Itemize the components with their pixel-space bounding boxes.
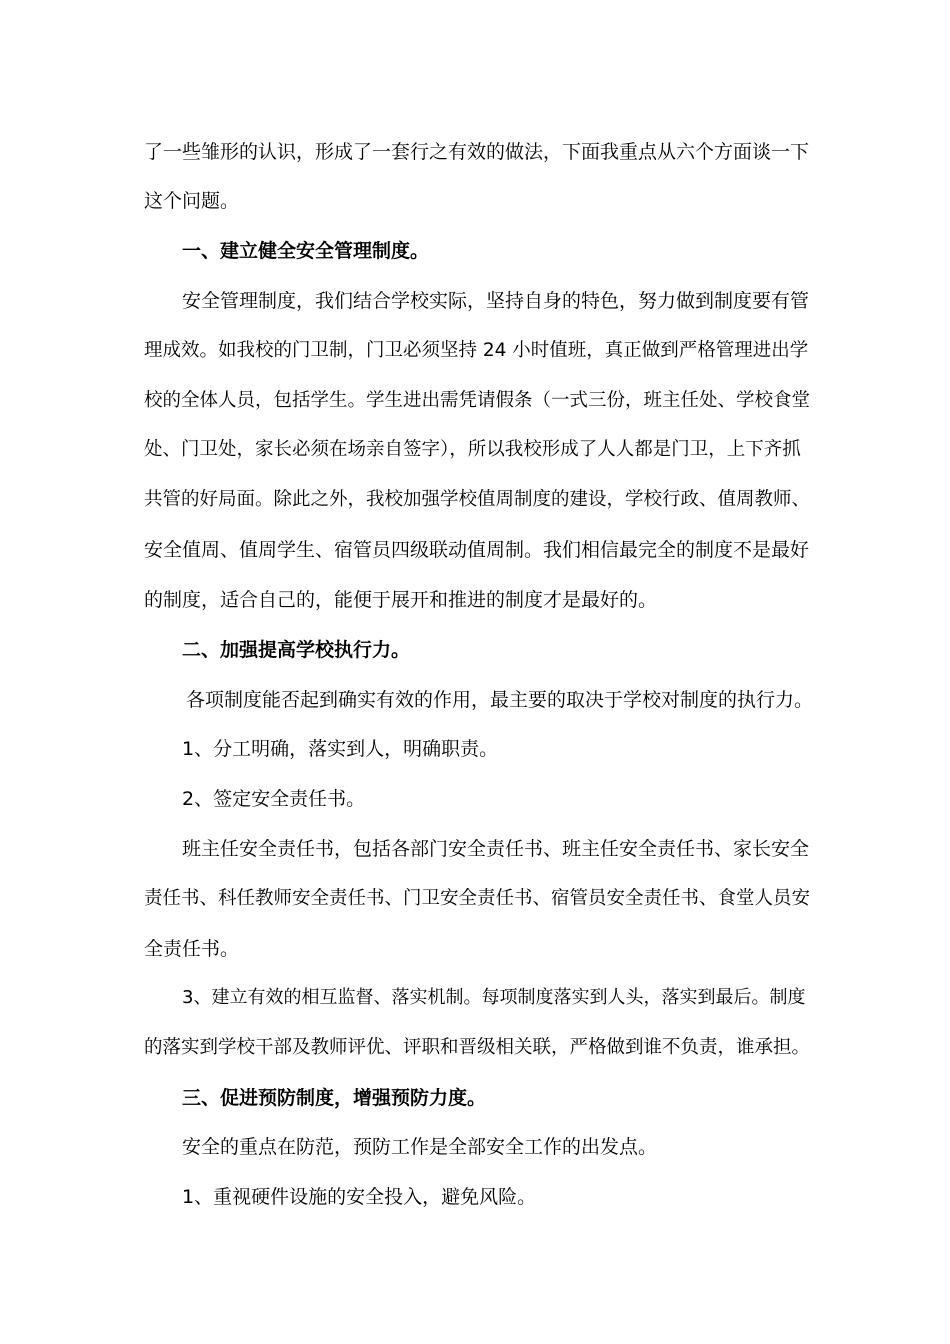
paragraph-line: 校的全体人员，包括学生。学生进出需凭请假条（一式三份，班主任处、学校食堂 (144, 390, 811, 411)
paragraph-line: 理成效。如我校的门卫制，门卫必须坚持 24 小时值班，真正做到严格管理进出学 (144, 340, 809, 361)
list-item: 3、建立有效的相互监督、落实机制。每项制度落实到人头，落实到最后。制度 (182, 987, 806, 1008)
paragraph-line: 班主任安全责任书，包括各部门安全责任书、班主任安全责任书、家长安全 (182, 838, 810, 860)
section-heading-3: 三、促进预防制度，增强预防力度。 (182, 1087, 487, 1109)
paragraph-line: 责任书、科任教师安全责任书、门卫安全责任书、宿管员安全责任书、食堂人员安 (144, 888, 811, 909)
paragraph-line: 安全值周、值周学生、宿管员四级联动值周制。我们相信最完全的制度不是最好 (144, 539, 810, 561)
paragraph-line: 这个问题。 (144, 190, 240, 212)
paragraph-line: 的制度，适合自己的，能便于展开和推进的制度才是最好的。 (144, 589, 658, 611)
section-heading-2: 二、加强提高学校执行力。 (182, 639, 411, 661)
paragraph-line: 全责任书。 (144, 938, 240, 960)
list-item: 1、重视硬件设施的安全投入，避免风险。 (182, 1186, 537, 1208)
paragraph-line: 处、门卫处，家长必须在场亲自签字），所以我校形成了人人都是门卫，上下齐抓 (144, 439, 801, 460)
paragraph-line: 共管的好局面。除此之外，我校加强学校值周制度的建设，学校行政、值周教师、 (144, 489, 811, 510)
list-item: 1、分工明确，落实到人，明确职责。 (182, 738, 499, 760)
paragraph-line: 安全管理制度，我们结合学校实际，坚持自身的特色，努力做到制度要有管 (182, 290, 810, 312)
paragraph-line: 了一些雏形的认识，形成了一套行之有效的做法，下面我重点从六个方面谈一下 (144, 141, 810, 163)
section-heading-1: 一、建立健全安全管理制度。 (182, 240, 430, 262)
paragraph-line: 各项制度能否起到确实有效的作用，最主要的取决于学校对制度的执行力。 (186, 689, 814, 711)
paragraph-line: 安全的重点在防范，预防工作是全部安全工作的出发点。 (182, 1136, 658, 1158)
paragraph-line: 的落实到学校干部及教师评优、评职和晋级相关联，严格做到谁不负责，谁承担。 (144, 1037, 811, 1058)
list-item: 2、签定安全责任书。 (182, 788, 366, 810)
